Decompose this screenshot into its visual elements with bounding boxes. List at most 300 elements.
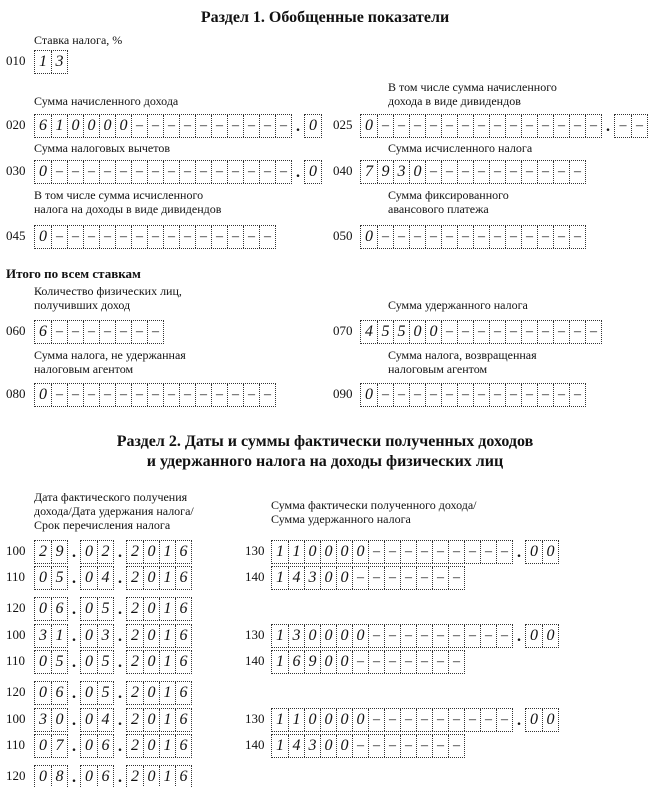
digit-cell: – bbox=[259, 384, 275, 406]
digit-cell: 0 bbox=[304, 625, 320, 647]
code-090: 090 bbox=[333, 386, 353, 401]
digit-cell: – bbox=[131, 321, 147, 343]
digit-cell: – bbox=[211, 115, 227, 137]
date-separator: . bbox=[118, 654, 122, 671]
date-part[interactable] bbox=[126, 597, 192, 621]
label-070: Сумма удержанного налога bbox=[388, 298, 528, 312]
digit-cell: 0 bbox=[530, 711, 538, 728]
digit-cell: 0 bbox=[365, 228, 373, 245]
digit-cell: – bbox=[416, 625, 432, 647]
digit-cell: – bbox=[432, 567, 448, 589]
code-140: 140 bbox=[245, 653, 265, 668]
digit-cell: – bbox=[51, 321, 67, 343]
digit-cell: 5 bbox=[97, 682, 113, 704]
code-045: 045 bbox=[6, 228, 26, 243]
date-120[interactable] bbox=[34, 681, 192, 705]
digit-cell: – bbox=[457, 115, 473, 137]
digit-cell: 0 bbox=[320, 735, 336, 757]
date-part[interactable] bbox=[34, 681, 68, 705]
digit-cell: – bbox=[569, 226, 585, 248]
date-separator: . bbox=[118, 628, 122, 645]
digit-cell: 0 bbox=[85, 543, 93, 560]
date-separator: . bbox=[72, 570, 76, 587]
digit-cell: – bbox=[409, 226, 425, 248]
date-part[interactable] bbox=[126, 650, 192, 674]
digit-cell: 0 bbox=[143, 567, 159, 589]
digit-cell: 6 bbox=[39, 323, 47, 340]
digit-cell: – bbox=[416, 651, 432, 673]
digit-cell: 4 bbox=[97, 709, 113, 731]
digit-cell: – bbox=[83, 161, 99, 183]
digit-cell: – bbox=[537, 384, 553, 406]
date-110[interactable] bbox=[34, 734, 192, 758]
code-040: 040 bbox=[333, 163, 353, 178]
date-part[interactable] bbox=[34, 540, 68, 564]
digit-cell: 0 bbox=[85, 600, 93, 617]
sum-140[interactable] bbox=[271, 734, 465, 758]
sum-130-kop[interactable] bbox=[525, 624, 559, 648]
sum-140[interactable] bbox=[271, 566, 465, 590]
code-120: 120 bbox=[6, 684, 26, 699]
digit-cell: 2 bbox=[131, 653, 139, 670]
digit-cell: 5 bbox=[377, 321, 393, 343]
digit-cell: – bbox=[505, 321, 521, 343]
digit-cell: 6 bbox=[97, 735, 113, 757]
digit-cell: 2 bbox=[131, 600, 139, 617]
digit-cell: 4 bbox=[97, 567, 113, 589]
date-part[interactable] bbox=[80, 734, 114, 758]
digit-cell: – bbox=[179, 384, 195, 406]
digit-cell: 0 bbox=[39, 653, 47, 670]
digit-cell: 1 bbox=[159, 651, 175, 673]
digit-cell: 4 bbox=[288, 567, 304, 589]
digit-cell: 0 bbox=[542, 541, 558, 563]
date-part[interactable] bbox=[126, 540, 192, 564]
code-020: 020 bbox=[6, 117, 26, 132]
digit-cell: – bbox=[368, 709, 384, 731]
digit-cell: 0 bbox=[320, 651, 336, 673]
digit-cell: – bbox=[275, 115, 291, 137]
field-025-kop[interactable] bbox=[614, 114, 648, 138]
digit-cell: – bbox=[473, 161, 489, 183]
digit-cell: 0 bbox=[542, 625, 558, 647]
digit-cell: – bbox=[83, 321, 99, 343]
field-040[interactable] bbox=[360, 160, 586, 184]
digit-cell: – bbox=[473, 115, 489, 137]
date-part[interactable] bbox=[80, 681, 114, 705]
field-050[interactable] bbox=[360, 225, 586, 249]
digit-cell: – bbox=[67, 321, 83, 343]
digit-cell: 0 bbox=[365, 386, 373, 403]
digit-cell: – bbox=[569, 161, 585, 183]
digit-cell: 0 bbox=[85, 711, 93, 728]
date-part[interactable] bbox=[80, 765, 114, 787]
date-separator: . bbox=[72, 628, 76, 645]
digit-cell: – bbox=[569, 321, 585, 343]
digit-cell: 5 bbox=[97, 598, 113, 620]
digit-cell: 0 bbox=[530, 627, 538, 644]
code-130: 130 bbox=[245, 711, 265, 726]
digit-cell: – bbox=[147, 384, 163, 406]
digit-cell: 0 bbox=[409, 321, 425, 343]
digit-cell: – bbox=[480, 541, 496, 563]
digit-cell: 0 bbox=[115, 115, 131, 137]
code-110: 110 bbox=[6, 569, 26, 584]
date-part[interactable] bbox=[80, 624, 114, 648]
digit-cell: 1 bbox=[51, 625, 67, 647]
field-020[interactable] bbox=[34, 114, 322, 138]
digit-cell: – bbox=[569, 115, 585, 137]
date-120[interactable] bbox=[34, 597, 192, 621]
digit-cell: – bbox=[179, 161, 195, 183]
sum-130-rub[interactable] bbox=[271, 624, 513, 648]
field-090[interactable] bbox=[360, 383, 586, 407]
date-100[interactable] bbox=[34, 624, 192, 648]
digit-cell: – bbox=[553, 321, 569, 343]
digit-cell: 6 bbox=[175, 625, 191, 647]
field-025-rub[interactable] bbox=[360, 114, 602, 138]
digit-cell: – bbox=[393, 115, 409, 137]
digit-cell: – bbox=[51, 384, 67, 406]
section2-title-line1: Раздел 2. Даты и суммы фактически полученных доходов bbox=[116, 433, 534, 450]
date-120[interactable] bbox=[34, 765, 192, 787]
digit-cell: 0 bbox=[320, 709, 336, 731]
digit-cell: 0 bbox=[143, 625, 159, 647]
digit-cell: – bbox=[489, 384, 505, 406]
digit-cell: – bbox=[416, 735, 432, 757]
digit-cell: – bbox=[400, 625, 416, 647]
digit-cell: – bbox=[416, 567, 432, 589]
field-010[interactable] bbox=[34, 50, 68, 74]
digit-cell: – bbox=[537, 321, 553, 343]
digit-cell: – bbox=[400, 735, 416, 757]
label-060: Количество физических лиц, получивших доход bbox=[34, 284, 182, 312]
digit-cell: 4 bbox=[288, 735, 304, 757]
date-part[interactable] bbox=[34, 734, 68, 758]
digit-cell: 0 bbox=[143, 651, 159, 673]
digit-cell: – bbox=[619, 118, 627, 133]
digit-cell: 1 bbox=[159, 567, 175, 589]
digit-cell: 1 bbox=[288, 709, 304, 731]
date-part[interactable] bbox=[34, 624, 68, 648]
decimal-point: . bbox=[296, 164, 300, 181]
digit-cell: – bbox=[377, 226, 393, 248]
digit-cell: – bbox=[448, 709, 464, 731]
code-120: 120 bbox=[6, 768, 26, 783]
date-separator: . bbox=[118, 769, 122, 786]
label-080: Сумма налога, не удержанная налоговым агентом bbox=[34, 348, 186, 376]
date-part[interactable] bbox=[126, 566, 192, 590]
digit-cell: 9 bbox=[304, 651, 320, 673]
digit-cell: – bbox=[553, 384, 569, 406]
sum-140-rub[interactable] bbox=[271, 650, 465, 674]
digit-cell: – bbox=[505, 115, 521, 137]
digit-cell: – bbox=[457, 161, 473, 183]
sum-140-rub[interactable] bbox=[271, 566, 465, 590]
date-separator: . bbox=[72, 769, 76, 786]
digit-cell: – bbox=[195, 161, 211, 183]
digit-cell: – bbox=[147, 161, 163, 183]
digit-cell: 0 bbox=[304, 709, 320, 731]
field-045[interactable] bbox=[34, 225, 276, 249]
digit-cell: – bbox=[448, 625, 464, 647]
digit-cell: – bbox=[163, 226, 179, 248]
digit-cell: – bbox=[99, 384, 115, 406]
digit-cell: 3 bbox=[97, 625, 113, 647]
sum-130-kop[interactable] bbox=[525, 540, 559, 564]
digit-cell: 2 bbox=[39, 543, 47, 560]
digit-cell: – bbox=[505, 226, 521, 248]
digit-cell: 6 bbox=[175, 735, 191, 757]
digit-cell: – bbox=[553, 226, 569, 248]
field-030[interactable] bbox=[34, 160, 322, 184]
section2-title-line2: и удержанного налога на доходы физических лиц bbox=[146, 453, 504, 470]
digit-cell: 7 bbox=[51, 735, 67, 757]
date-separator: . bbox=[118, 738, 122, 755]
digit-cell: 0 bbox=[143, 735, 159, 757]
digit-cell: 2 bbox=[131, 627, 139, 644]
digit-cell: – bbox=[473, 384, 489, 406]
label-040: Сумма исчисленного налога bbox=[388, 141, 533, 155]
digit-cell: – bbox=[163, 115, 179, 137]
code-100: 100 bbox=[6, 711, 26, 726]
digit-cell: 3 bbox=[51, 51, 67, 73]
sum-130[interactable] bbox=[271, 708, 559, 732]
digit-cell: – bbox=[195, 226, 211, 248]
date-part[interactable] bbox=[126, 765, 192, 787]
itogo-heading: Итого по всем ставкам bbox=[6, 266, 141, 281]
digit-cell: – bbox=[441, 226, 457, 248]
digit-cell: 0 bbox=[39, 737, 47, 754]
field-030-rub[interactable] bbox=[34, 160, 292, 184]
field-070[interactable] bbox=[360, 320, 602, 344]
digit-cell: – bbox=[352, 567, 368, 589]
digit-cell: 0 bbox=[85, 653, 93, 670]
digit-cell: 0 bbox=[85, 684, 93, 701]
code-050: 050 bbox=[333, 228, 353, 243]
date-100[interactable] bbox=[34, 708, 192, 732]
digit-cell: – bbox=[227, 384, 243, 406]
digit-cell: – bbox=[384, 567, 400, 589]
field-020-rub[interactable] bbox=[34, 114, 292, 138]
code-070: 070 bbox=[333, 323, 353, 338]
digit-cell: – bbox=[393, 384, 409, 406]
date-separator: . bbox=[517, 544, 521, 561]
label-010: Ставка налога, % bbox=[34, 33, 123, 47]
date-separator: . bbox=[72, 601, 76, 618]
digit-cell: – bbox=[368, 625, 384, 647]
sum-130-rub[interactable] bbox=[271, 708, 513, 732]
date-part[interactable] bbox=[80, 566, 114, 590]
digit-cell: – bbox=[496, 709, 512, 731]
digit-cell: – bbox=[489, 115, 505, 137]
digit-cell: – bbox=[275, 161, 291, 183]
digit-cell: – bbox=[259, 226, 275, 248]
digit-cell: – bbox=[425, 161, 441, 183]
digit-cell: 1 bbox=[159, 709, 175, 731]
digit-cell: – bbox=[227, 161, 243, 183]
date-100[interactable] bbox=[34, 540, 192, 564]
digit-cell: 0 bbox=[85, 737, 93, 754]
digit-cell: – bbox=[67, 226, 83, 248]
label-020: Сумма начисленного дохода bbox=[34, 94, 179, 108]
date-part[interactable] bbox=[126, 681, 192, 705]
digit-cell: – bbox=[553, 115, 569, 137]
date-part[interactable] bbox=[34, 708, 68, 732]
decimal-point: . bbox=[606, 118, 610, 135]
digit-cell: 4 bbox=[365, 323, 373, 340]
code-140: 140 bbox=[245, 737, 265, 752]
digit-cell: – bbox=[384, 651, 400, 673]
digit-cell: – bbox=[227, 226, 243, 248]
field-060[interactable] bbox=[34, 320, 164, 344]
field-030-kop[interactable] bbox=[304, 160, 322, 184]
date-separator: . bbox=[118, 570, 122, 587]
date-part[interactable] bbox=[80, 708, 114, 732]
digit-cell: 0 bbox=[336, 625, 352, 647]
sum-130[interactable] bbox=[271, 540, 559, 564]
field-020-kop[interactable] bbox=[304, 114, 322, 138]
digit-cell: 9 bbox=[377, 161, 393, 183]
date-110[interactable] bbox=[34, 650, 192, 674]
digit-cell: 0 bbox=[85, 768, 93, 785]
digit-cell: 0 bbox=[336, 709, 352, 731]
digit-cell: – bbox=[521, 226, 537, 248]
digit-cell: – bbox=[441, 115, 457, 137]
digit-cell: – bbox=[384, 709, 400, 731]
digit-cell: – bbox=[400, 567, 416, 589]
date-part[interactable] bbox=[80, 540, 114, 564]
digit-cell: 6 bbox=[51, 598, 67, 620]
digit-cell: – bbox=[553, 161, 569, 183]
digit-cell: – bbox=[473, 321, 489, 343]
date-part[interactable] bbox=[126, 624, 192, 648]
code-140: 140 bbox=[245, 569, 265, 584]
digit-cell: 0 bbox=[320, 625, 336, 647]
digit-cell: – bbox=[211, 226, 227, 248]
digit-cell: – bbox=[448, 735, 464, 757]
sum-130-kop[interactable] bbox=[525, 708, 559, 732]
digit-cell: 6 bbox=[175, 682, 191, 704]
digit-cell: 0 bbox=[143, 709, 159, 731]
digit-cell: – bbox=[425, 115, 441, 137]
digit-cell: – bbox=[432, 625, 448, 647]
date-110[interactable] bbox=[34, 566, 192, 590]
digit-cell: – bbox=[179, 226, 195, 248]
digit-cell: – bbox=[115, 384, 131, 406]
digit-cell: – bbox=[496, 625, 512, 647]
digit-cell: 0 bbox=[409, 161, 425, 183]
code-080: 080 bbox=[6, 386, 26, 401]
field-025[interactable] bbox=[360, 114, 648, 138]
digit-cell: – bbox=[409, 384, 425, 406]
digit-cell: – bbox=[585, 115, 601, 137]
digit-cell: – bbox=[115, 226, 131, 248]
date-part[interactable] bbox=[34, 566, 68, 590]
digit-cell: – bbox=[99, 321, 115, 343]
digit-cell: – bbox=[400, 709, 416, 731]
code-130: 130 bbox=[245, 543, 265, 558]
digit-cell: 0 bbox=[85, 569, 93, 586]
date-part[interactable] bbox=[80, 597, 114, 621]
digit-cell: 3 bbox=[393, 161, 409, 183]
digit-cell: 1 bbox=[276, 543, 284, 560]
digit-cell: 6 bbox=[97, 766, 113, 787]
digit-cell: 0 bbox=[365, 117, 373, 134]
digit-cell: – bbox=[521, 161, 537, 183]
sum-140-rub[interactable] bbox=[271, 734, 465, 758]
digit-cell: – bbox=[243, 161, 259, 183]
digit-cell: – bbox=[115, 321, 131, 343]
digit-cell: – bbox=[243, 115, 259, 137]
code-110: 110 bbox=[6, 653, 26, 668]
digit-cell: 0 bbox=[309, 117, 317, 134]
digit-cell: 1 bbox=[159, 735, 175, 757]
date-separator: . bbox=[118, 685, 122, 702]
digit-cell: 6 bbox=[175, 541, 191, 563]
sum-140[interactable] bbox=[271, 650, 465, 674]
digit-cell: 3 bbox=[288, 625, 304, 647]
digit-cell: – bbox=[195, 384, 211, 406]
date-separator: . bbox=[72, 654, 76, 671]
label-045: В том числе сумма исчисленного налога на доходы в виде дивидендов bbox=[34, 188, 222, 216]
digit-cell: 3 bbox=[39, 627, 47, 644]
digit-cell: 0 bbox=[143, 766, 159, 787]
digit-cell: – bbox=[163, 384, 179, 406]
digit-cell: – bbox=[448, 651, 464, 673]
digit-cell: – bbox=[441, 321, 457, 343]
digit-cell: – bbox=[441, 384, 457, 406]
digit-cell: 1 bbox=[159, 541, 175, 563]
digit-cell: 1 bbox=[159, 625, 175, 647]
sum-130[interactable] bbox=[271, 624, 559, 648]
digit-cell: 0 bbox=[336, 541, 352, 563]
digit-cell: – bbox=[259, 161, 275, 183]
digit-cell: 0 bbox=[352, 625, 368, 647]
code-010: 010 bbox=[6, 53, 26, 68]
digit-cell: 5 bbox=[51, 651, 67, 673]
digit-cell: – bbox=[537, 161, 553, 183]
date-part[interactable] bbox=[34, 765, 68, 787]
field-080[interactable] bbox=[34, 383, 276, 407]
date-separator: . bbox=[517, 628, 521, 645]
digit-cell: 0 bbox=[39, 684, 47, 701]
section2-col-left-label: Дата фактического получения дохода/Дата удержания налога/ Срок перечисления налога bbox=[34, 490, 194, 532]
date-separator: . bbox=[118, 601, 122, 618]
digit-cell: – bbox=[425, 226, 441, 248]
date-part[interactable] bbox=[126, 708, 192, 732]
digit-cell: 1 bbox=[159, 598, 175, 620]
label-050: Сумма фиксированного авансового платежа bbox=[388, 188, 509, 216]
digit-cell: – bbox=[352, 735, 368, 757]
digit-cell: – bbox=[368, 567, 384, 589]
digit-cell: 5 bbox=[97, 651, 113, 673]
digit-cell: – bbox=[51, 161, 67, 183]
digit-cell: – bbox=[377, 115, 393, 137]
date-part[interactable] bbox=[80, 650, 114, 674]
digit-cell: – bbox=[409, 115, 425, 137]
digit-cell: 0 bbox=[336, 735, 352, 757]
date-part[interactable] bbox=[126, 734, 192, 758]
digit-cell: – bbox=[368, 735, 384, 757]
digit-cell: 8 bbox=[51, 766, 67, 787]
section2-col-right-label: Сумма фактически полученного дохода/ Сумма удержанного налога bbox=[271, 498, 477, 526]
digit-cell: – bbox=[131, 226, 147, 248]
date-part[interactable] bbox=[34, 597, 68, 621]
date-part[interactable] bbox=[34, 650, 68, 674]
digit-cell: 9 bbox=[51, 541, 67, 563]
sum-130-rub[interactable] bbox=[271, 540, 513, 564]
